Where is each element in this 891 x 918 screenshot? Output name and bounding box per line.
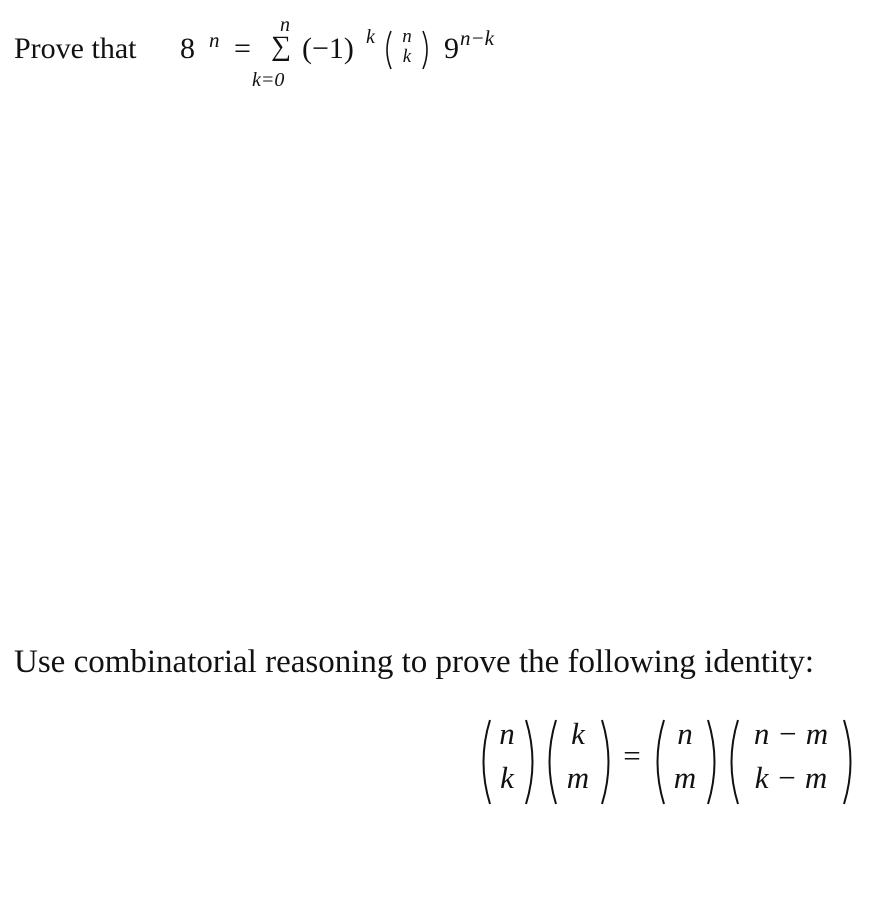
nine-term: 9 — [444, 32, 459, 65]
sigma-symbol: ∑ — [271, 31, 291, 62]
binom-top: n — [402, 26, 412, 47]
rhs-binom-2-bottom: k − m — [754, 760, 828, 795]
problem-1-statement — [14, 14, 614, 100]
left-paren-icon — [382, 30, 392, 70]
sigma-lower-limit: k=0 — [252, 69, 285, 91]
problem-1-lead-text: Prove that — [14, 32, 137, 65]
rhs-binom-1-bottom: m — [673, 760, 697, 795]
lhs-binom-2-bottom: m — [566, 760, 590, 795]
sigma-upper-limit: n — [280, 14, 290, 36]
nine-exponent: n−k — [460, 26, 494, 50]
right-paren-icon — [600, 718, 616, 806]
binomial-coefficient-n-k — [380, 22, 446, 74]
problem-2-instruction: Use combinatorial reasoning to prove the following identity: — [14, 644, 815, 680]
binom-bottom: k — [402, 46, 412, 67]
lhs-binom-2-top: k — [571, 716, 585, 751]
lhs-binom-1-top: n — [499, 716, 515, 751]
binomial-identity — [474, 712, 862, 812]
problem-1-base: 8 — [180, 32, 195, 65]
identity-equals: = — [623, 738, 641, 773]
right-paren-icon — [706, 718, 722, 806]
negative-one-exponent: k — [366, 26, 375, 48]
rhs-binom-2-top: n − m — [753, 716, 829, 751]
rhs-binom-1-top: n — [677, 716, 693, 751]
right-paren-icon — [524, 718, 540, 806]
right-paren-icon — [842, 718, 858, 806]
problem-1-equals: = — [234, 32, 251, 65]
problem-1-base-exponent: n — [209, 28, 220, 52]
lhs-binom-1-bottom: k — [500, 760, 514, 795]
negative-one-term: (−1) — [302, 32, 354, 65]
right-paren-icon — [422, 30, 432, 70]
